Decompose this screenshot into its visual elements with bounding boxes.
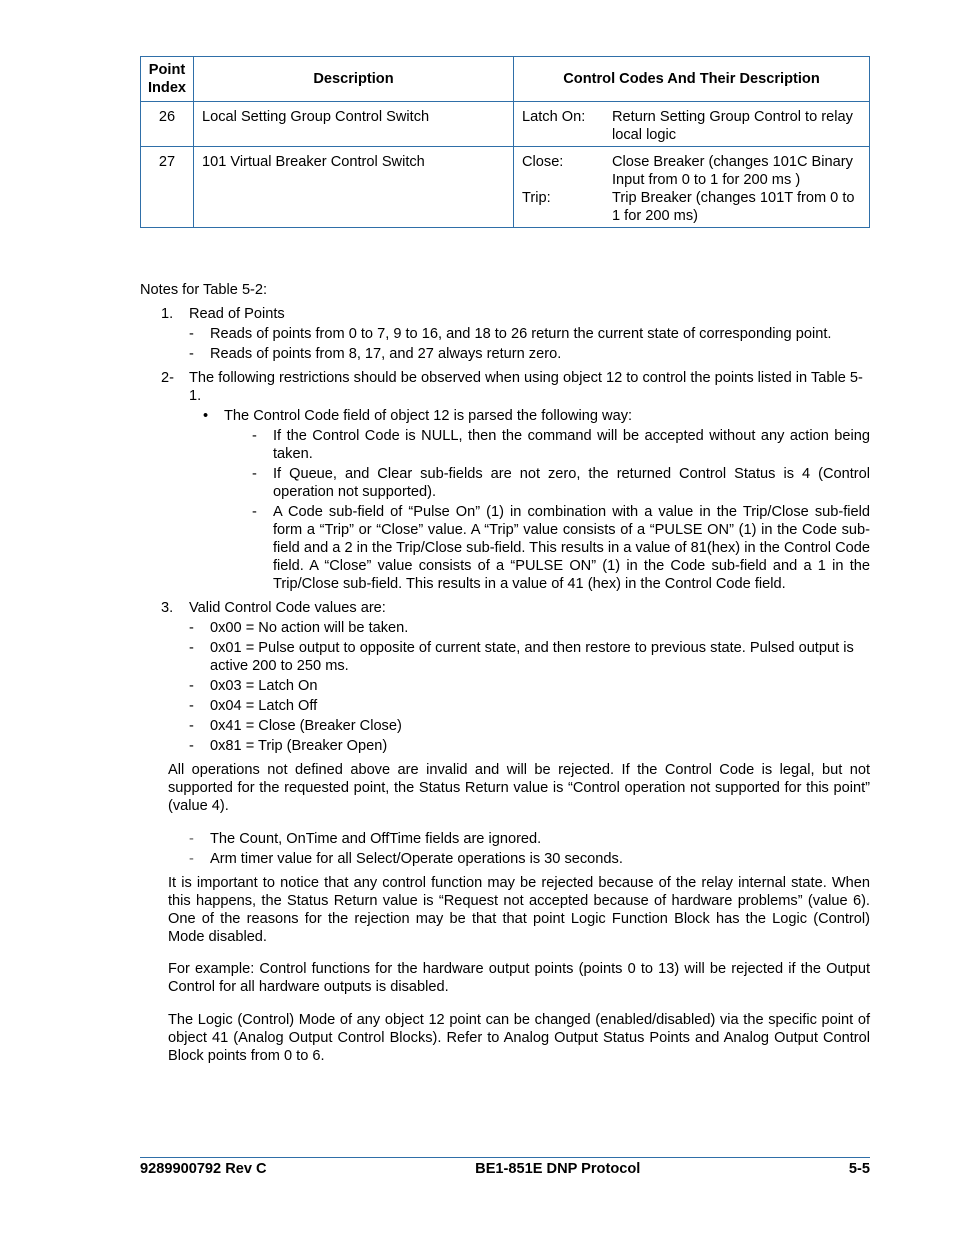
paragraph: For example: Control functions for the hardware output points (points 0 to 13) will be rejected if the Output Control for all hardware outputs is disabled. [168, 961, 870, 996]
list-item: - If the Control Code is NULL, then the command will be accepted without any action being taken. [252, 428, 870, 462]
code-label: Trip: [522, 190, 551, 206]
paragraph: The Logic (Control) Mode of any object 12 point can be changed (enabled/disabled) via the specific point of object 41 (Analog Output Control Blocks). Refer to Analog Output Status Points and Analog Output Control Block points from 0 to 6. [168, 1011, 870, 1064]
row-description: 101 Virtual Breaker Control Switch [194, 147, 514, 228]
note-title: Read of Points [189, 306, 285, 322]
row-control-codes [514, 147, 870, 228]
note-item-2 [140, 369, 870, 593]
row-control-codes [514, 102, 870, 147]
row-description: Local Setting Group Control Switch [194, 102, 514, 147]
list-item: - 0x04 = Latch Off [189, 698, 318, 714]
list-item: - If Queue, and Clear sub-fields are not zero, the returned Control Status is 4 (Control operation not supported). [252, 466, 870, 500]
note-title: The following restrictions should be observed when using object 12 to control the points listed in Table 5-1. [189, 370, 863, 404]
header-point-index: Point Index [141, 57, 194, 102]
page-footer [140, 1157, 870, 1178]
list-item: • The Control Code field of object 12 is parsed the following way: [203, 408, 633, 424]
points-table-container [140, 56, 870, 228]
code-label: Close: [522, 154, 564, 170]
list-number: 3. [161, 600, 174, 616]
code-label: Latch On: [522, 109, 586, 125]
header-description: Description [194, 57, 514, 102]
list-number: 2- [161, 370, 174, 386]
note-item-1 [140, 305, 870, 363]
table-header-row [141, 57, 870, 102]
list-item: - Reads of points from 8, 17, and 27 always return zero. [189, 346, 562, 362]
list-item: - Reads of points from 0 to 7, 9 to 16, and 18 to 26 return the current state of corresponding point. [189, 326, 832, 342]
document-number: 9289900792 Rev C [140, 1161, 267, 1177]
page-number: 5-5 [848, 1161, 870, 1177]
list-item: - A Code sub-field of “Pulse On” (1) in combination with a value in the Trip/Close sub-field form a “Trip” or “Close” value. A “Trip” value consists of a “PULSE ON” (1) in the Code sub-field and a 2 in the Trip/Close sub-field. This results in a value of 81(hex) in the Control Code field. A “Close” value consists of a “PULSE ON” (1) in the Code sub-field and a 1 in the Trip/Close sub-field. This results in a value of 41 (hex) in the Control Code field. [252, 504, 870, 592]
notes-heading: Notes for Table 5-2: [140, 282, 268, 298]
paragraph: It is important to notice that any control function may be rejected because of the relay internal state. When this happens, the Status Return value is “Request not accepted because of hardware problems” (value 6). One of the reasons for the rejection may be that that point Logic Function Block has the Logic (Control) Mode disabled. [168, 874, 870, 945]
list-number: 1. [161, 306, 174, 322]
code-description: Close Breaker (changes 101C Binary Input from 0 to 1 for 200 ms ) [612, 154, 853, 188]
table-row [141, 102, 870, 147]
list-item: - 0x81 = Trip (Breaker Open) [189, 738, 388, 754]
document-title: BE1-851E DNP Protocol [475, 1161, 641, 1177]
table-row [141, 147, 870, 228]
list-item: - 0x41 = Close (Breaker Close) [189, 718, 402, 734]
note-item-3 [140, 599, 870, 755]
control-points-table [140, 56, 870, 228]
list-item: - The Count, OnTime and OffTime fields are ignored. [189, 830, 542, 847]
row-point-index: 27 [141, 147, 194, 228]
paragraph: All operations not defined above are invalid and will be rejected. If the Control Code is legal, but not supported for the requested point, the Status Return value is “Control operation not supported for this point” (value 4). [168, 762, 870, 814]
code-description: Trip Breaker (changes 101T from 0 to 1 for 200 ms) [612, 190, 855, 224]
list-item: - 0x00 = No action will be taken. [189, 620, 409, 636]
note-title: Valid Control Code values are: [189, 600, 386, 616]
code-description: Return Setting Group Control to relay local logic [612, 109, 853, 143]
list-item: - 0x03 = Latch On [189, 678, 318, 694]
row-point-index: 26 [141, 102, 194, 147]
header-control-codes: Control Codes And Their Description [514, 57, 870, 102]
list-item: - Arm timer value for all Select/Operate operations is 30 seconds. [189, 850, 623, 867]
table-notes [140, 281, 870, 1079]
list-item: - 0x01 = Pulse output to opposite of current state, and then restore to previous state. Pulsed output is active 200 to 250 ms. [189, 640, 854, 674]
